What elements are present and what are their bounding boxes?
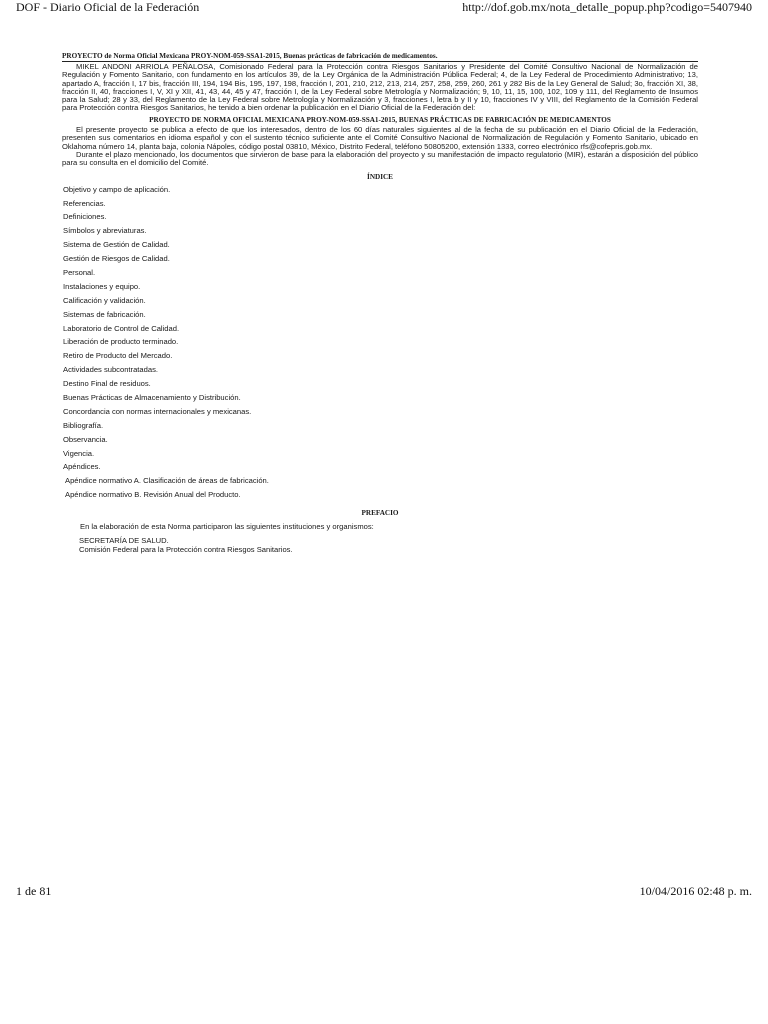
index-item: Actividades subcontratadas. xyxy=(63,365,158,375)
index-item: Instalaciones y equipo. xyxy=(63,281,141,291)
browser-print-header xyxy=(0,0,768,16)
index-item: Definiciones. xyxy=(63,212,107,222)
prefacio-title: PREFACIO xyxy=(361,509,399,518)
index-item: Sistemas de fabricación. xyxy=(63,309,146,319)
index-item: Concordancia con normas internacionales y mexicanas. xyxy=(63,406,252,416)
index-subitem: Apéndice normativo B. Revisión Anual del Producto. xyxy=(65,490,241,500)
index-item: Vigencia. xyxy=(63,448,95,458)
page-counter: 1 de 81 xyxy=(16,884,52,898)
index-item: Personal. xyxy=(63,268,96,278)
print-datetime: 10/04/2016 02:48 p. m. xyxy=(639,884,752,898)
page-url: http://dof.gob.mx/nota_detalle_popup.php?codigo=5407940 xyxy=(462,0,752,14)
index-list xyxy=(62,185,698,504)
index-item: Objetivo y campo de aplicación. xyxy=(63,184,171,194)
index-item: Retiro de Producto del Mercado. xyxy=(63,351,173,361)
institution-item: Comisión Federal para la Protección contra Riesgos Sanitarios. xyxy=(79,545,293,555)
period-paragraph: Durante el plazo mencionado, los documentos que sirvieron de base para la elaboración del proyecto y su manifestación de impacto regulatorio (MIR), estarán a disposición del público para su consulta en el domicilio del Comité. xyxy=(62,150,698,168)
index-subitem: Apéndice normativo A. Clasificación de áreas de fabricación. xyxy=(65,476,269,486)
prefacio-paragraph: En la elaboración de esta Norma participaron las siguientes instituciones y organismos: xyxy=(80,522,374,532)
document-heading: PROYECTO de Norma Oficial Mexicana PROY-NOM-059-SSA1-2015, Buenas prácticas de fabricación de medicamentos. xyxy=(62,52,698,62)
index-item: Referencias. xyxy=(63,198,106,208)
document-body xyxy=(62,52,698,554)
index-item: Gestión de Riesgos de Calidad. xyxy=(63,254,170,264)
institution-item: SECRETARÍA DE SALUD. xyxy=(79,536,169,546)
intro-paragraph: MIKEL ANDONI ARRIOLA PEÑALOSA, Comisionado Federal para la Protección contra Riesgos Sanitarios y Presidente del Comité Consultivo Nacional de Normalización de Regulación y Fomento Sanitario, con fundamento en los artículos 39, de la Ley Orgánica de la Administración Pública Federal; 4, de la Ley Federal de Procedimiento Administrativo; 13, apartado A, fracción I, 17 bis, fracción III, 194, 194 Bis, 195, 197, 198, fracción I, 201, 210, 212, 213, 214, 257, 258, 259, 260, 261 y 282 Bis de la Ley General de Salud; 3o, fracción XI, 38, fracción II, 40, fracciones I, V, XI y XII, 41, 43, 44, 45 y 47, fracción I, de la Ley Federal sobre Metrología y Normalización; 9, 10, 11, 15, 100, 102, 109 y 111, del Reglamento de Insumos para la Salud; 28 y 33, del Reglamento de la Ley Federal sobre Metrología y Normalización y 3, fracciones I, letra b y II y 10, fracciones IV y VIII, del Reglamento de la Comisión Federal para Protección contra Riesgos Sanitarios, he tenido a bien ordenar la publicación en el Diario Oficial de la Federación del: xyxy=(62,62,698,113)
index-item: Observancia. xyxy=(63,434,108,444)
norm-title: PROYECTO DE NORMA OFICIAL MEXICANA PROY-NOM-059-SSA1-2015, BUENAS PRÁCTICAS DE FABRICACIÓN DE MEDICAMENTOS xyxy=(149,115,611,124)
index-title: ÍNDICE xyxy=(367,172,393,181)
index-item: Símbolos y abreviaturas. xyxy=(63,226,147,236)
index-item: Buenas Prácticas de Almacenamiento y Distribución. xyxy=(63,393,241,403)
index-item: Calificación y validación. xyxy=(63,295,146,305)
index-item: Liberación de producto terminado. xyxy=(63,337,179,347)
browser-print-footer xyxy=(0,884,768,900)
index-item: Laboratorio de Control de Calidad. xyxy=(63,323,180,333)
page-site-title: DOF - Diario Oficial de la Federación xyxy=(16,0,200,14)
index-item: Apéndices. xyxy=(63,462,101,472)
publication-paragraph: El presente proyecto se publica a efecto de que los interesados, dentro de los 60 días naturales siguientes al de la fecha de su publicación en el Diario Oficial de la Federación, presenten sus comentarios en idioma español y con el sustento técnico suficiente ante el Comité Consultivo Nacional de Normalización de Regulación y Fomento Sanitario, ubicado en Oklahoma número 14, planta baja, colonia Nápoles, código postal 03810, México, Distrito Federal, teléfono 50805200, extensión 1333, correo electrónico rfs@cofepris.gob.mx. xyxy=(62,125,698,151)
index-item: Destino Final de residuos. xyxy=(63,379,151,389)
index-item: Sistema de Gestión de Calidad. xyxy=(63,240,170,250)
index-item: Bibliografía. xyxy=(63,420,104,430)
